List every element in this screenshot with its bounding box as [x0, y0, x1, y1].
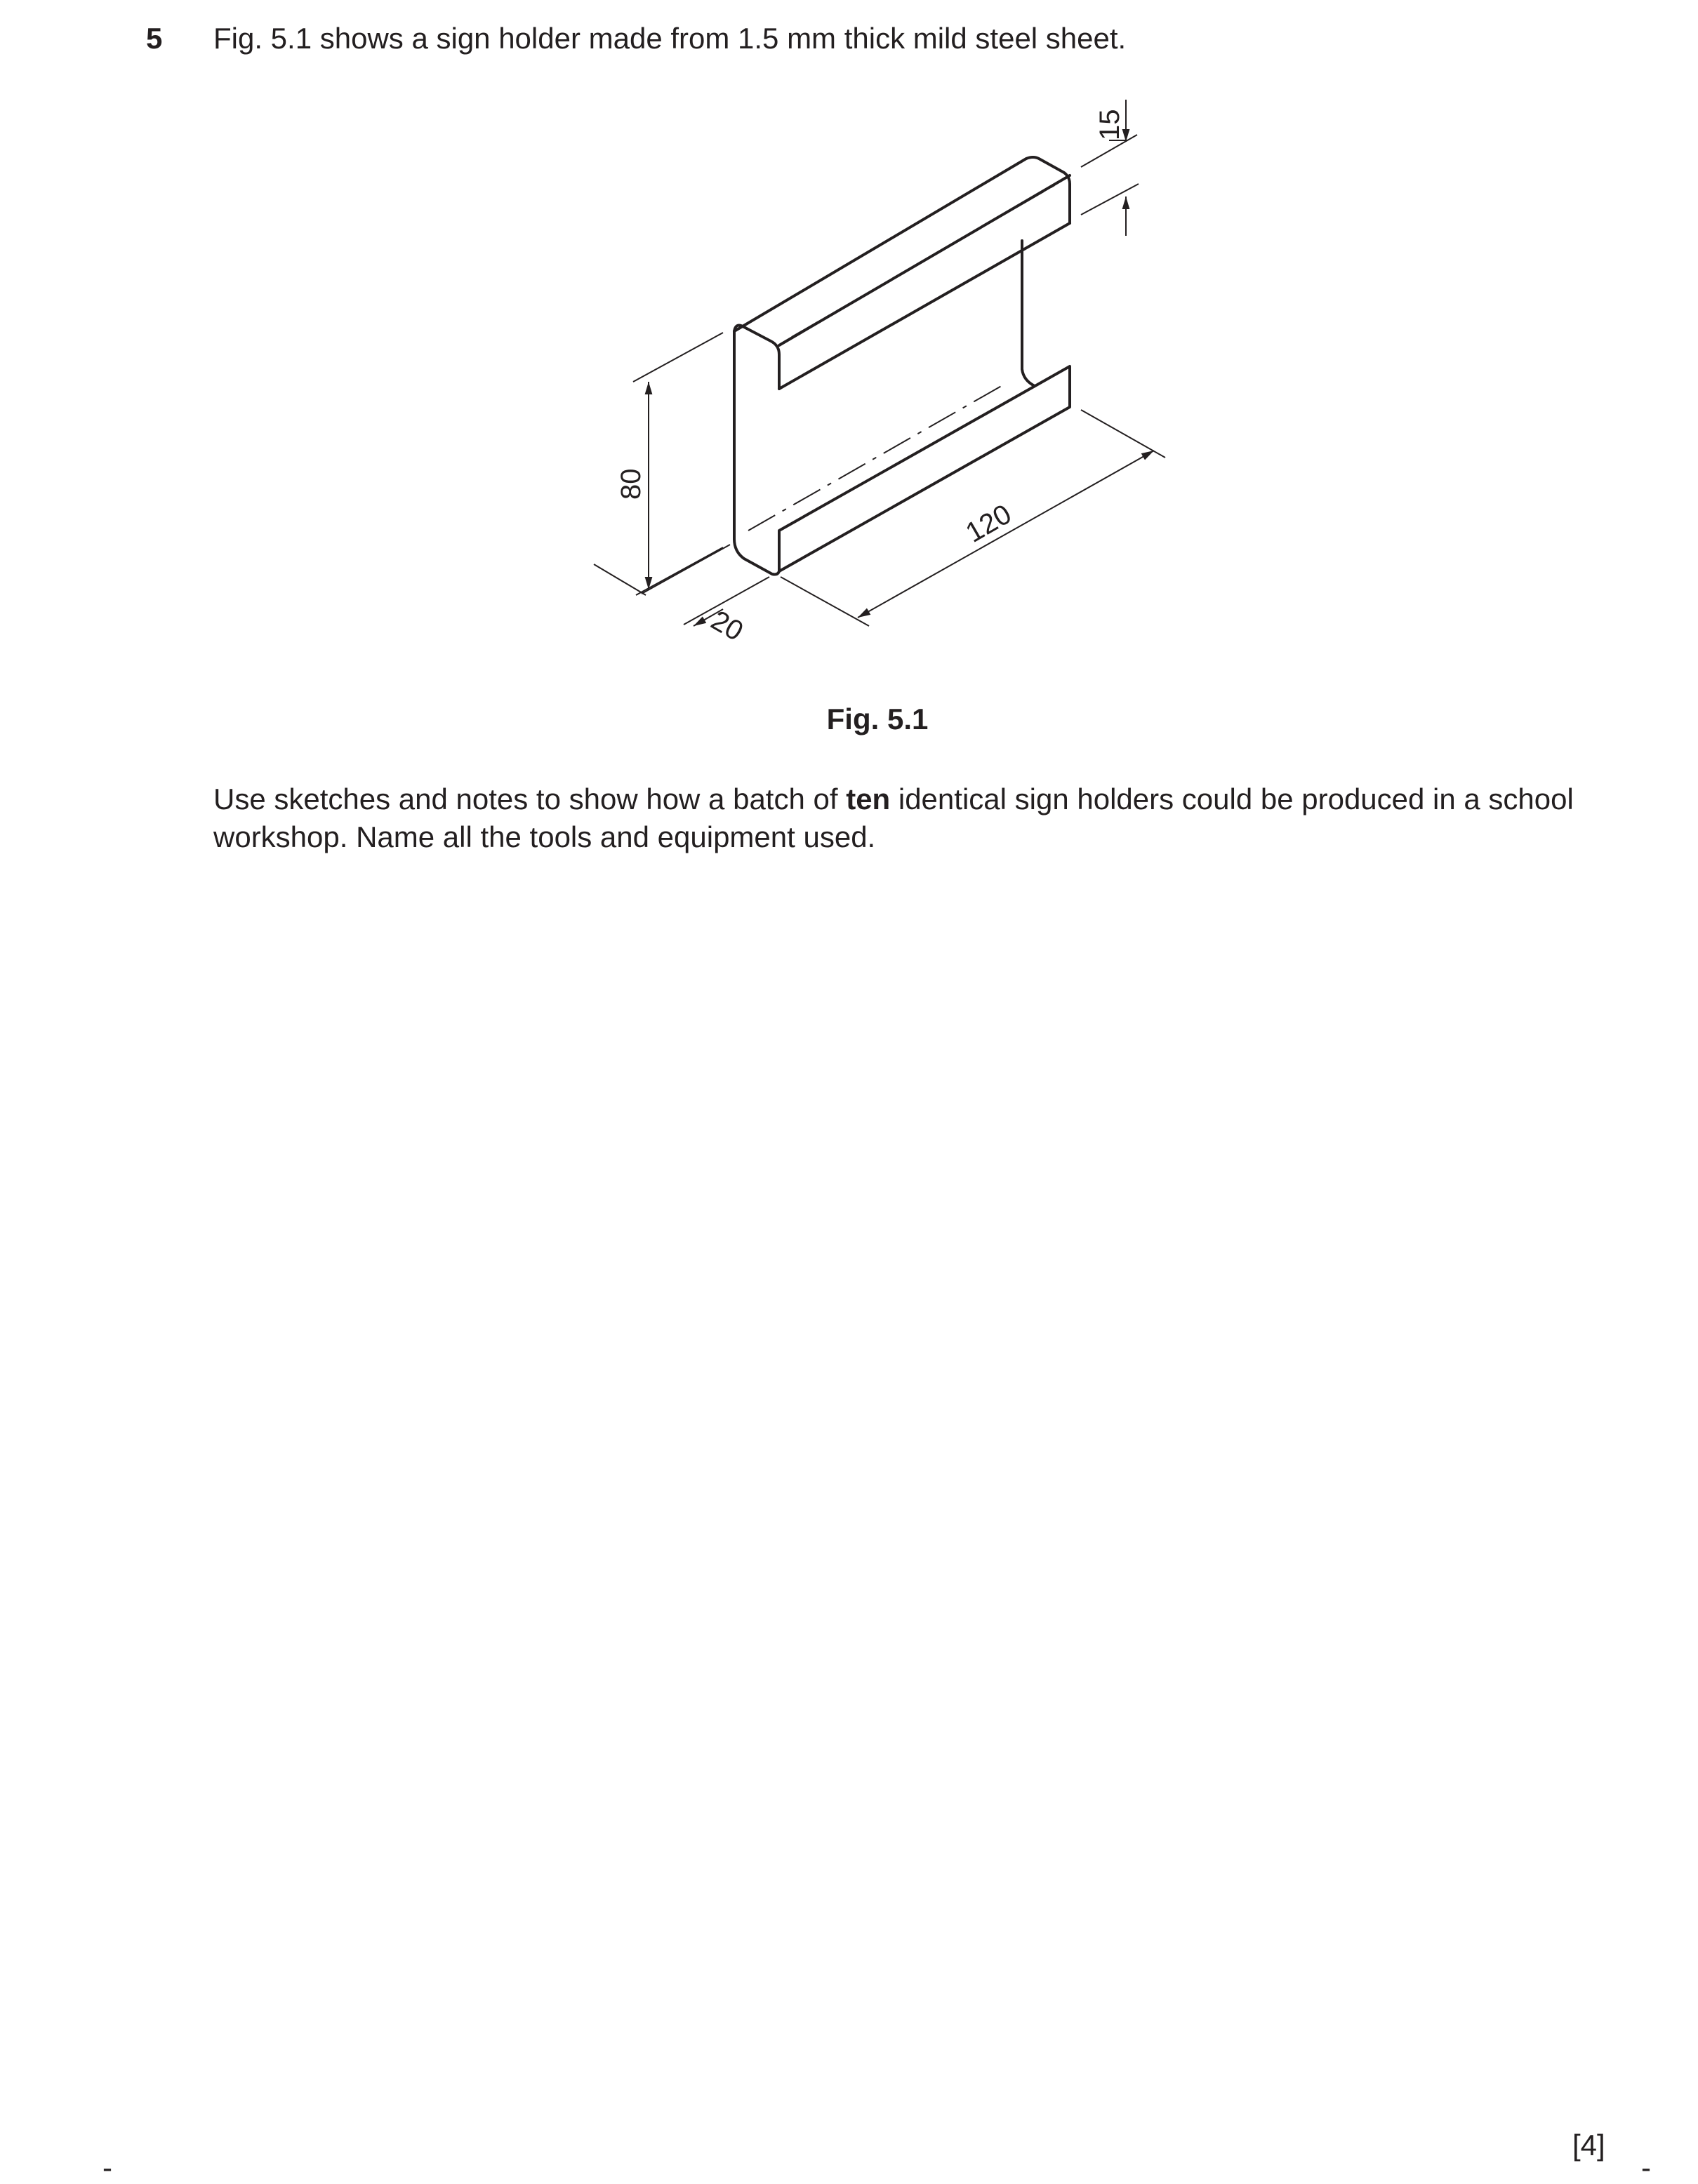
page-edge-mark-right: - [1641, 2151, 1651, 2184]
question-intro: Fig. 5.1 shows a sign holder made from 1.5 mm thick mild steel sheet. [213, 22, 1127, 55]
figure-caption: Fig. 5.1 [826, 703, 929, 735]
task-text-2: identical sign holders could be produced in a school workshop. Name all the tools and equipment used. [213, 783, 1574, 853]
marks-allocation: [4] [1572, 2129, 1605, 2162]
sign-holder-drawing [0, 0, 1698, 674]
dimension-label-15: 15 [1094, 109, 1125, 140]
dimension-label-120: 120 [960, 498, 1017, 549]
sign-holder-outline [734, 157, 1070, 575]
page-edge-mark-left: - [102, 2151, 112, 2184]
dimension-label-20: 20 [705, 604, 749, 648]
task-text-1: Use sketches and notes to show how a batch of [213, 783, 847, 815]
centre-lines [748, 184, 1057, 531]
question-number: 5 [146, 22, 163, 55]
task-emphasis: ten [846, 783, 891, 815]
dimension-label-80: 80 [616, 468, 646, 500]
question-task [213, 780, 1617, 856]
